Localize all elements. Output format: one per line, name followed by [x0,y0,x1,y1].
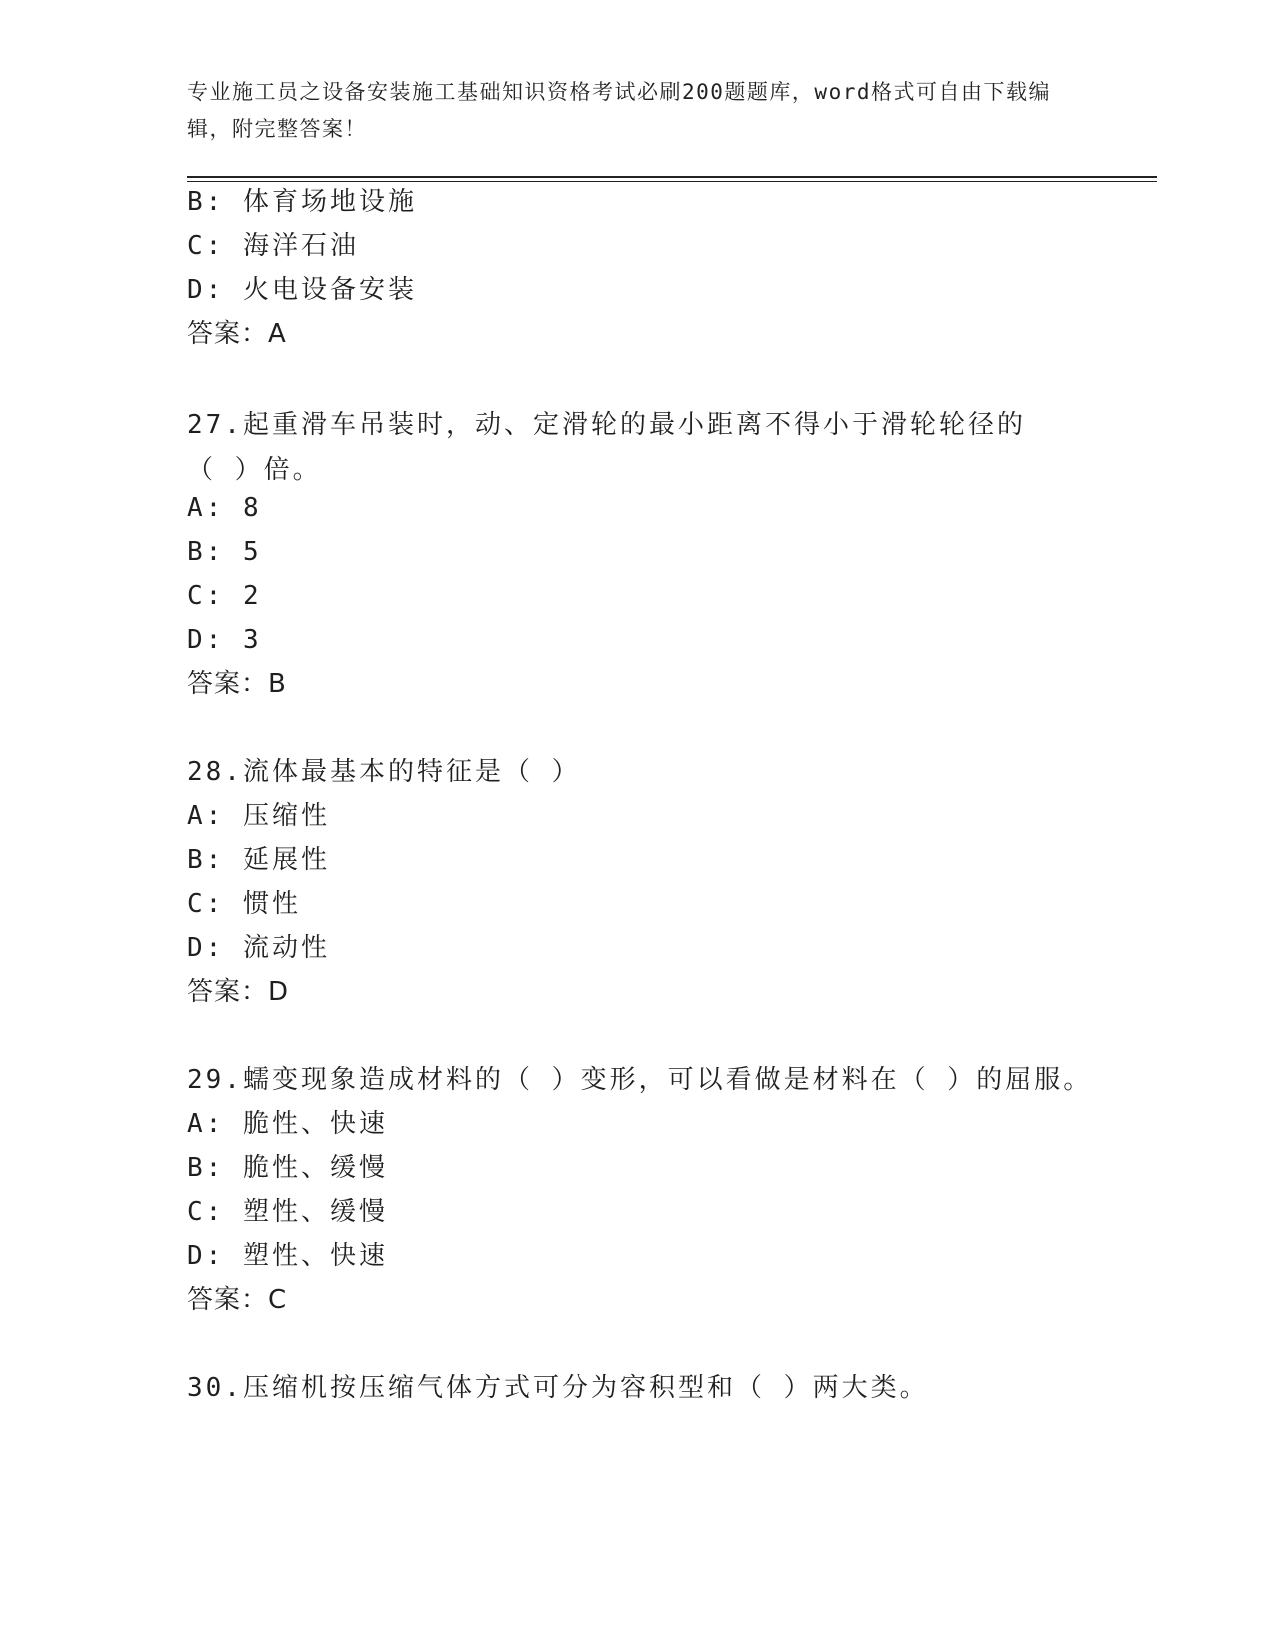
answer-line: 答案：C [187,1285,288,1315]
option-b: B: 延展性 [187,845,330,875]
question-28-text: 28.流体最基本的特征是（ ） [187,757,581,787]
option-c: C: 海洋石油 [187,231,359,261]
option-d: D: 3 [187,625,262,655]
answer-line: 答案：D [187,977,290,1007]
option-b: B: 5 [187,537,262,567]
question-29-text: 29.蠕变现象造成材料的（ ）变形，可以看做是材料在（ ）的屈服。 [187,1065,1093,1095]
option-d: D: 塑性、快速 [187,1241,388,1271]
question-27-text: 27.起重滑车吊装时，动、定滑轮的最小距离不得小于滑轮轮径的（ ）倍。 [187,410,1026,485]
header-rule-thick [187,176,1157,178]
answer-line: 答案：B [187,669,287,699]
option-d: D: 流动性 [187,933,330,963]
option-c: C: 惯性 [187,889,301,919]
answer-line: 答案：A [187,319,287,349]
option-c: C: 2 [187,581,262,611]
option-b: B: 体育场地设施 [187,187,417,217]
option-a: A: 压缩性 [187,801,330,831]
option-c: C: 塑性、缓慢 [187,1197,388,1227]
option-b: B: 脆性、缓慢 [187,1153,388,1183]
option-d: D: 火电设备安装 [187,275,417,305]
document-header: 专业施工员之设备安装施工基础知识资格考试必刷200题题库，word格式可自由下载编辑，附完整答案！ [187,80,1051,141]
question-30-text: 30.压缩机按压缩气体方式可分为容积型和（ ）两大类。 [187,1373,929,1403]
option-a: A: 8 [187,493,262,523]
option-a: A: 脆性、快速 [187,1109,388,1139]
